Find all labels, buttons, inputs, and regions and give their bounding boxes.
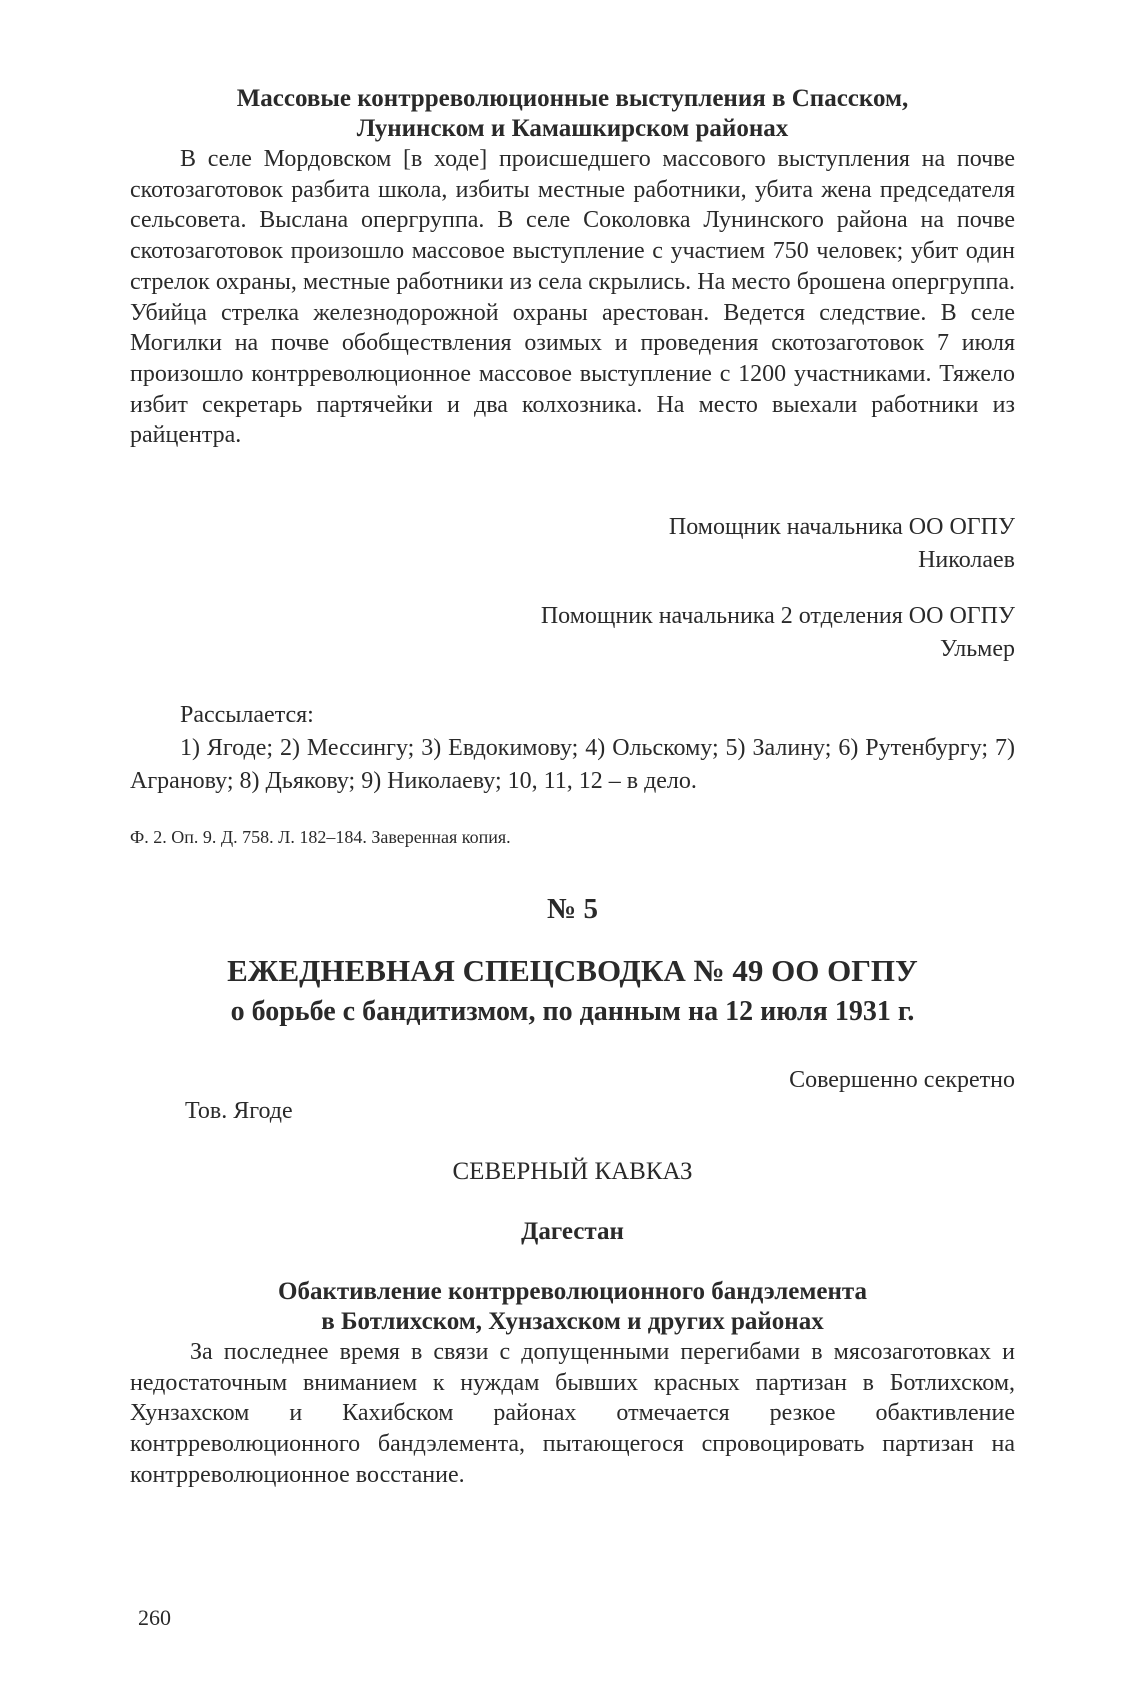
section-heading xyxy=(130,1277,1015,1337)
document-title: ЕЖЕДНЕВНАЯ СПЕЦСВОДКА № 49 ОО ОГПУ xyxy=(227,953,918,988)
document-subtitle: о борьбе с бандитизмом, по данным на 12 июля 1931 г. xyxy=(230,996,915,1027)
signature-name: Ульмер xyxy=(939,636,1015,662)
classification-stamp: Совершенно секретно xyxy=(789,1067,1015,1093)
section-heading-line-1: Массовые контрреволюционные выступления в Спасском, xyxy=(236,85,909,112)
section-heading-line-2: Лунинском и Камашкирском районах xyxy=(356,115,789,142)
section-body-paragraph: За последнее время в связи с допущенными перегибами в мясозаготовках и недостаточным вниманием к нуждам бывших красных партизан в Ботлихском, Хунзахском и Кахибском районах отмечается резкое обактивление контрреволюционного бандэлемента, пытающегося спровоцировать партизан на контрреволюционное восстание. xyxy=(130,1339,1015,1488)
signature-position: Помощник начальника ОО ОГПУ xyxy=(668,514,1015,540)
distribution-recipients: 1) Ягоде; 2) Мессингу; 3) Евдокимову; 4) Ольскому; 5) Залину; 6) Рутенбургу; 7) Агранову; 8) Дьякову; 9) Николаеву; 10, 11, 12 – в дело. xyxy=(130,735,1015,794)
distribution-label: Рассылается: xyxy=(180,702,314,728)
archival-source-note: Ф. 2. Оп. 9. Д. 758. Л. 182–184. Заверенная копия. xyxy=(130,827,511,847)
signature-block-nikolaev xyxy=(130,511,1015,577)
section-body-paragraph: В селе Мордовском [в ходе] происшедшего массового выступления на почве скотозаготовок разбита школа, избиты местные работники, убита жена председателя сельсовета. Выслана опергруппа. В селе Соколовка Лунинского района на почве скотозаготовок произошло массовое выступление с участием 750 человек; убит один стрелок охраны, местные работники из села скрылись. На место брошена опергруппа. Убийца стрелка железнодорожной охраны арестован. Ведется следствие. В селе Могилки на почве обобществления озимых и проведения скотозаготовок 7 июля произошло контрреволюционное массовое выступление с 1200 участниками. Тяжело избит секретарь партячейки и два колхозника. На место выехали работники из райцентра. xyxy=(130,146,1015,449)
distribution-list xyxy=(130,699,1015,798)
signature-name: Николаев xyxy=(918,547,1015,573)
section-bandit-activation xyxy=(130,1277,1015,1491)
addressee: Тов. Ягоде xyxy=(185,1098,293,1124)
subregion-heading: Дагестан xyxy=(521,1218,624,1245)
section-mass-uprisings xyxy=(130,84,1015,451)
signature-block-ulmer xyxy=(130,600,1015,666)
section-heading xyxy=(130,84,1015,144)
section-heading-line-1: Обактивление контрреволюционного бандэлемента xyxy=(278,1278,867,1305)
page-number: 260 xyxy=(138,1605,171,1630)
region-heading: СЕВЕРНЫЙ КАВКАЗ xyxy=(452,1158,693,1185)
section-heading-line-2: в Ботлихском, Хунзахском и других районах xyxy=(321,1308,824,1335)
signature-position: Помощник начальника 2 отделения ОО ОГПУ xyxy=(540,603,1015,629)
document-number: № 5 xyxy=(547,893,598,925)
